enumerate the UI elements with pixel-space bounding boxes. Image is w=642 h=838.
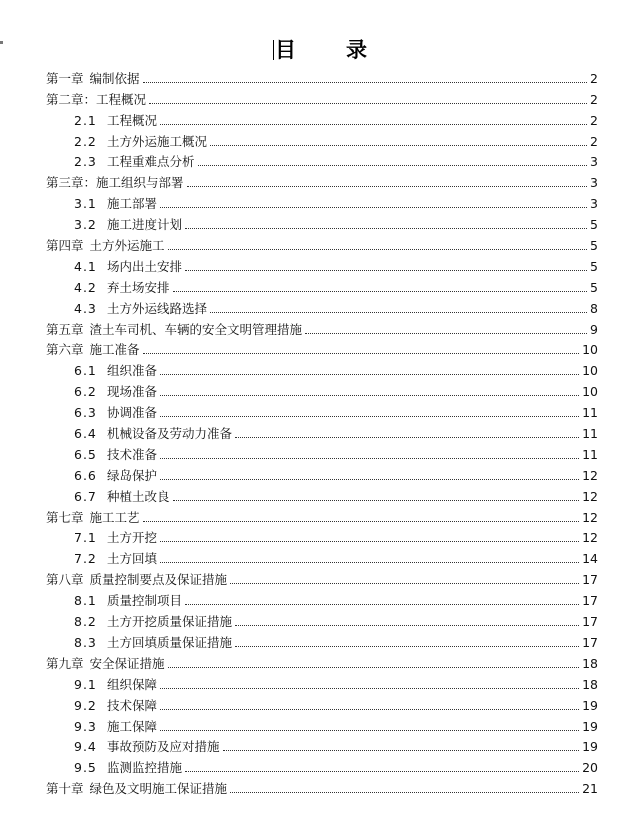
toc-entry-number: 第六章	[46, 342, 84, 358]
toc-entry-number: 2.3	[74, 154, 97, 170]
toc-page-number: 8	[590, 300, 598, 316]
toc-dot-leader	[235, 646, 579, 647]
toc-page-number: 17	[582, 634, 598, 650]
toc-dot-leader	[168, 667, 580, 668]
toc-page-number: 17	[582, 614, 598, 630]
toc-entry-label: 施工进度计划	[107, 217, 183, 233]
toc-chapter-entry[interactable]	[46, 338, 598, 359]
toc-dot-leader	[173, 500, 580, 501]
toc-dot-leader	[143, 521, 580, 522]
toc-entry-label: 技术保障	[107, 697, 158, 713]
toc-entry-label: 质量控制要点及保证措施	[89, 572, 228, 588]
toc-entry-label: 土方外运施工概况	[107, 133, 208, 149]
toc-page-number: 5	[590, 279, 598, 295]
toc-page-number: 2	[590, 133, 598, 149]
toc-entry-number: 6.1	[74, 363, 97, 379]
toc-entry-label: 施工部署	[107, 196, 158, 212]
toc-chapter-entry[interactable]	[46, 651, 598, 672]
toc-entry-number: 9.1	[74, 676, 97, 692]
toc-entry-label: 质量控制项目	[107, 593, 183, 609]
toc-page-number: 3	[590, 196, 598, 212]
toc-entry-label: 施工工艺	[89, 509, 140, 525]
toc-entry-number: 第五章	[46, 321, 84, 337]
toc-entry-number: 6.7	[74, 488, 97, 504]
toc-dot-leader	[160, 688, 579, 689]
toc-entry-number: 第七章	[46, 509, 84, 525]
toc-dot-leader	[173, 291, 587, 292]
toc-entry-label: 工程概况	[107, 112, 158, 128]
toc-entry-number: 第十章	[46, 781, 84, 797]
toc-entry-number: 4.3	[74, 300, 97, 316]
toc-section-entry[interactable]	[46, 191, 598, 212]
toc-page-number: 18	[582, 676, 598, 692]
toc-dot-leader	[185, 771, 579, 772]
toc-dot-leader	[168, 249, 587, 250]
toc-page-number: 2	[590, 70, 598, 86]
toc-entry-number: 6.3	[74, 405, 97, 421]
toc-page-number: 5	[590, 217, 598, 233]
toc-entry-number: 8.2	[74, 614, 97, 630]
toc-dot-leader	[160, 124, 587, 125]
toc-entry-label: 事故预防及应对措施	[107, 739, 220, 755]
toc-dot-leader	[185, 228, 587, 229]
toc-page-number: 14	[582, 551, 598, 567]
toc-page-number: 12	[582, 530, 598, 546]
toc-section-entry[interactable]	[46, 254, 598, 275]
toc-dot-leader	[160, 458, 579, 459]
toc-entry-number: 第三章：	[46, 175, 97, 191]
toc-entry-number: 7.2	[74, 551, 97, 567]
toc-page-number: 19	[582, 739, 598, 755]
toc-section-entry[interactable]	[46, 129, 598, 150]
toc-page-number: 12	[582, 488, 598, 504]
toc-page-number: 17	[582, 593, 598, 609]
toc-chapter-entry[interactable]	[46, 233, 598, 254]
toc-chapter-entry[interactable]	[46, 567, 598, 588]
toc-dot-leader	[149, 103, 587, 104]
toc-entry-label: 组织保障	[107, 676, 158, 692]
toc-entry-label: 机械设备及劳动力准备	[107, 426, 233, 442]
toc-section-entry[interactable]	[46, 400, 598, 421]
toc-entry-number: 9.3	[74, 718, 97, 734]
toc-page-number: 11	[582, 446, 598, 462]
toc-page-number: 12	[582, 509, 598, 525]
toc-entry-label: 工程概况	[96, 91, 147, 107]
table-of-contents	[46, 66, 598, 797]
toc-section-entry[interactable]	[46, 108, 598, 129]
toc-entry-label: 现场准备	[107, 384, 158, 400]
toc-section-entry[interactable]	[46, 358, 598, 379]
toc-entry-number: 4.2	[74, 279, 97, 295]
toc-dot-leader	[198, 165, 587, 166]
toc-section-entry[interactable]	[46, 714, 598, 735]
toc-dot-leader	[160, 395, 579, 396]
toc-section-entry[interactable]	[46, 693, 598, 714]
toc-entry-label: 协调准备	[107, 405, 158, 421]
toc-entry-number: 6.6	[74, 467, 97, 483]
toc-entry-label: 土方开挖质量保证措施	[107, 614, 233, 630]
toc-dot-leader	[160, 730, 579, 731]
toc-page-number: 12	[582, 467, 598, 483]
toc-entry-label: 工程重难点分析	[107, 154, 195, 170]
toc-page-number: 20	[582, 760, 598, 776]
toc-page-number: 21	[582, 781, 598, 797]
toc-dot-leader	[143, 82, 587, 83]
toc-page-number: 2	[590, 112, 598, 128]
toc-entry-label: 监测监控措施	[107, 760, 183, 776]
toc-section-entry[interactable]	[46, 630, 598, 651]
toc-entry-label: 安全保证措施	[89, 655, 165, 671]
toc-section-entry[interactable]	[46, 442, 598, 463]
toc-page-number: 10	[582, 384, 598, 400]
toc-entry-number: 8.3	[74, 634, 97, 650]
toc-dot-leader	[235, 437, 579, 438]
toc-page-number: 19	[582, 697, 598, 713]
toc-section-entry[interactable]	[46, 755, 598, 776]
toc-dot-leader	[160, 479, 579, 480]
toc-page-number: 18	[582, 655, 598, 671]
toc-entry-number: 第九章	[46, 655, 84, 671]
toc-section-entry[interactable]	[46, 735, 598, 756]
toc-section-entry[interactable]	[46, 484, 598, 505]
toc-dot-leader	[210, 145, 587, 146]
toc-section-entry[interactable]	[46, 588, 598, 609]
toc-section-entry[interactable]	[46, 463, 598, 484]
toc-entry-number: 第八章	[46, 572, 84, 588]
toc-entry-label: 土方回填质量保证措施	[107, 634, 233, 650]
toc-entry-label: 施工保障	[107, 718, 158, 734]
toc-page-number: 2	[590, 91, 598, 107]
toc-dot-leader	[143, 353, 580, 354]
title-char-2: 录	[346, 38, 369, 62]
toc-page-number: 5	[590, 238, 598, 254]
toc-dot-leader	[185, 604, 579, 605]
text-cursor	[273, 40, 274, 60]
toc-chapter-entry[interactable]	[46, 66, 598, 87]
toc-entry-label: 绿色及文明施工保证措施	[89, 781, 228, 797]
toc-entry-number: 第一章	[46, 70, 84, 86]
title-char-1: 目	[275, 38, 298, 62]
toc-entry-number: 6.2	[74, 384, 97, 400]
toc-entry-number: 4.1	[74, 258, 97, 274]
toc-entry-number: 3.2	[74, 217, 97, 233]
toc-section-entry[interactable]	[46, 609, 598, 630]
toc-page-number: 11	[582, 405, 598, 421]
toc-dot-leader	[187, 186, 587, 187]
toc-entry-number: 9.2	[74, 697, 97, 713]
toc-chapter-entry[interactable]	[46, 317, 598, 338]
toc-page-number: 19	[582, 718, 598, 734]
toc-entry-number: 7.1	[74, 530, 97, 546]
toc-dot-leader	[223, 750, 580, 751]
toc-entry-number: 8.1	[74, 593, 97, 609]
toc-dot-leader	[305, 333, 587, 334]
toc-entry-number: 9.4	[74, 739, 97, 755]
toc-dot-leader	[160, 374, 579, 375]
toc-section-entry[interactable]	[46, 296, 598, 317]
toc-entry-label: 施工准备	[89, 342, 140, 358]
toc-entry-number: 第四章	[46, 238, 84, 254]
toc-section-entry[interactable]	[46, 672, 598, 693]
toc-dot-leader	[210, 312, 587, 313]
toc-dot-leader	[160, 207, 587, 208]
toc-dot-leader	[230, 792, 579, 793]
toc-section-entry[interactable]	[46, 546, 598, 567]
toc-entry-number: 第二章：	[46, 91, 97, 107]
toc-section-entry[interactable]	[46, 379, 598, 400]
toc-dot-leader	[185, 270, 587, 271]
toc-chapter-entry[interactable]	[46, 776, 598, 797]
toc-entry-label: 技术准备	[107, 446, 158, 462]
toc-entry-label: 土方回填	[107, 551, 158, 567]
toc-entry-label: 土方外运施工	[89, 238, 165, 254]
toc-entry-label: 渣土车司机、车辆的安全文明管理措施	[89, 321, 303, 337]
toc-chapter-entry[interactable]	[46, 170, 598, 191]
toc-section-entry[interactable]	[46, 212, 598, 233]
toc-entry-label: 土方开挖	[107, 530, 158, 546]
toc-section-entry[interactable]	[46, 526, 598, 547]
toc-entry-label: 绿岛保护	[107, 467, 158, 483]
toc-page-number: 10	[582, 342, 598, 358]
toc-page-number: 11	[582, 426, 598, 442]
toc-dot-leader	[160, 416, 579, 417]
toc-section-entry[interactable]	[46, 421, 598, 442]
toc-entry-label: 弃土场安排	[107, 279, 170, 295]
toc-entry-label: 施工组织与部署	[96, 175, 184, 191]
toc-entry-label: 编制依据	[89, 70, 140, 86]
toc-section-entry[interactable]	[46, 150, 598, 171]
toc-entry-label: 土方外运线路选择	[107, 300, 208, 316]
toc-entry-number: 2.1	[74, 112, 97, 128]
toc-page-number: 5	[590, 258, 598, 274]
toc-page-number: 17	[582, 572, 598, 588]
toc-entry-number: 2.2	[74, 133, 97, 149]
toc-dot-leader	[160, 709, 579, 710]
toc-entry-label: 场内出土安排	[107, 258, 183, 274]
toc-dot-leader	[160, 562, 579, 563]
toc-chapter-entry[interactable]	[46, 87, 598, 108]
toc-page-number: 3	[590, 154, 598, 170]
toc-dot-leader	[160, 541, 579, 542]
toc-entry-label: 种植土改良	[107, 488, 170, 504]
toc-entry-number: 3.1	[74, 196, 97, 212]
toc-entry-label: 组织准备	[107, 363, 158, 379]
toc-entry-number: 6.4	[74, 426, 97, 442]
toc-chapter-entry[interactable]	[46, 505, 598, 526]
toc-page-number: 3	[590, 175, 598, 191]
toc-page-number: 9	[590, 321, 598, 337]
toc-dot-leader	[235, 625, 579, 626]
toc-dot-leader	[230, 583, 579, 584]
toc-section-entry[interactable]	[46, 275, 598, 296]
toc-entry-number: 9.5	[74, 760, 97, 776]
toc-entry-number: 6.5	[74, 446, 97, 462]
toc-title	[0, 34, 642, 64]
toc-page-number: 10	[582, 363, 598, 379]
